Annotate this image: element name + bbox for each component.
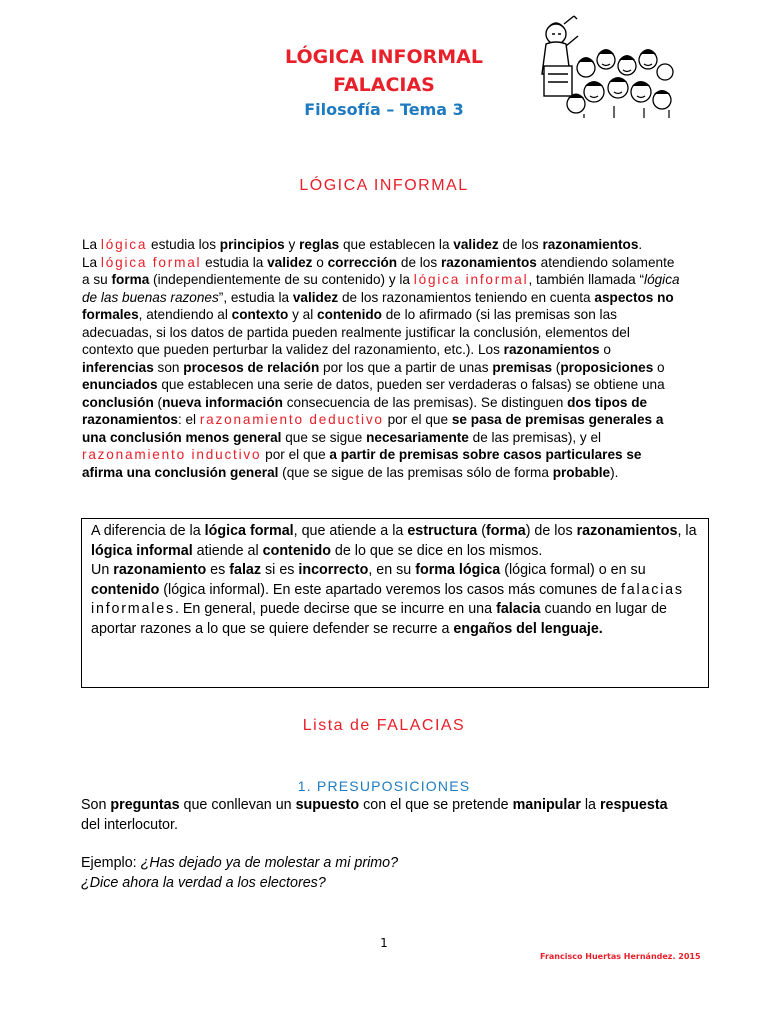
text-run: lógica informal — [91, 542, 193, 559]
text-run: que establecen la — [339, 237, 454, 252]
text-run: ”, estudia la — [218, 289, 293, 305]
text-run: razonamiento deductivo — [199, 412, 384, 427]
text-run: de los — [397, 254, 441, 270]
text-run: lógica — [100, 237, 148, 252]
text-run: razonamientos — [542, 237, 639, 252]
example-paragraph — [81, 854, 681, 893]
text-run: razonamiento — [113, 562, 207, 578]
text-run: que conllevan un — [179, 797, 296, 813]
text-run: , en su — [368, 562, 416, 578]
text-run: (que se sigue de las premisas sólo de forma — [278, 464, 553, 480]
text-run: contenido — [91, 581, 160, 598]
text-run: (lógica formal) o en su — [500, 562, 646, 578]
text-run: , también llamada “ — [528, 272, 645, 287]
text-run: A diferencia de la — [91, 523, 205, 539]
document-title: LÓGICA INFORMAL — [285, 46, 483, 68]
text-run: contenido — [262, 542, 331, 559]
text-run: respuesta — [599, 797, 668, 813]
text-run: La — [82, 237, 101, 252]
text-run: atendiendo solamente a su — [82, 254, 675, 287]
text-run: forma lógica — [415, 562, 501, 578]
crowd-cartoon-illustration — [524, 14, 674, 118]
text-run: , que atiende a la — [293, 523, 408, 539]
text-run: falaz — [229, 562, 262, 578]
text-run: razonamientos — [503, 342, 600, 357]
text-run: estudia la — [201, 254, 268, 270]
text-run: , atendiendo al — [138, 307, 232, 322]
text-run: atiende al — [192, 542, 263, 559]
text-run: ( — [153, 394, 163, 410]
text-run: del interlocutor. — [81, 816, 178, 833]
text-run: procesos de relación — [183, 359, 320, 375]
text-run: que establecen una serie de datos, pueden ser verdaderas o falsas) se obtiene una — [157, 377, 665, 392]
text-run: validez — [453, 237, 499, 252]
text-run: lógica informal — [413, 272, 529, 287]
text-run: son — [153, 359, 184, 375]
definition-paragraph — [81, 796, 681, 835]
text-run: o — [599, 342, 611, 357]
text-run: Son — [81, 797, 111, 813]
text-run: (independientemente de su contenido) y la — [149, 272, 414, 287]
text-run: de lo afirmado (si las premisas son las adecuadas, si los datos de partida pueden realmente justificar la conclusión, elementos del contexto que pueden perturbar la validez del razonamiento, etc.). Los — [82, 307, 630, 357]
text-run: Ejemplo: — [81, 855, 141, 871]
text-run: que se sigue — [281, 429, 367, 445]
text-run: falacia — [496, 601, 541, 617]
text-run: falacias informales — [91, 581, 684, 617]
text-run: manipular — [512, 797, 581, 813]
section-heading-lista-falacias: Lista de FALACIAS — [302, 717, 466, 734]
text-run: o — [653, 359, 665, 375]
text-run: razonamiento inductivo — [82, 447, 262, 462]
text-run: estructura — [407, 523, 478, 539]
text-run: (lógica informal). En este apartado veremos los casos más comunes de — [159, 581, 621, 598]
text-run: La — [82, 254, 101, 270]
section-heading-logica-informal: LÓGICA INFORMAL — [299, 177, 469, 194]
text-run: corrección — [327, 254, 398, 270]
text-run: aspectos no formales — [82, 289, 674, 322]
text-run: y — [284, 237, 300, 252]
text-run: ). — [610, 464, 619, 480]
text-run: por el que — [261, 447, 330, 462]
text-run: principios — [219, 237, 285, 252]
text-run: reglas — [299, 237, 340, 252]
text-run: estudia los — [147, 237, 220, 252]
text-run: lógica formal — [100, 254, 202, 270]
text-run: por el que — [383, 412, 452, 427]
footer-author: Francisco Huertas Hernández. 2015 — [540, 952, 701, 961]
text-run: es — [206, 562, 230, 578]
text-run: con el que se pretende — [359, 797, 513, 813]
text-run: por los que a partir de unas — [319, 359, 493, 375]
text-run: de los razonamientos teniendo en cuenta — [338, 289, 595, 305]
text-run: contenido — [317, 307, 382, 322]
text-run: a partir de premisas sobre casos particulares se afirma una conclusión general — [82, 447, 642, 480]
text-run: si es — [261, 562, 299, 578]
text-run: de lo que se dice en los mismos. — [330, 542, 543, 559]
text-run: cuando en lugar de aportar razones a lo que se quiere defender se recurre a — [91, 601, 667, 637]
text-run: forma — [485, 523, 526, 539]
text-run: la — [580, 797, 600, 813]
text-run: proposiciones — [560, 359, 654, 375]
text-run: razonamientos — [576, 523, 678, 539]
text-run: incorrecto — [298, 562, 369, 578]
text-run: ( — [477, 523, 486, 539]
highlight-box — [81, 518, 709, 688]
text-run: lógica de las buenas razones — [82, 272, 680, 305]
text-run: nueva información — [162, 394, 283, 410]
text-run: ) de los — [525, 523, 577, 539]
text-run: enunciados — [82, 377, 158, 392]
text-run: . — [638, 237, 643, 252]
text-run: ¿Has dejado ya de molestar a mi primo? — [140, 855, 399, 871]
text-run: contexto — [231, 307, 289, 322]
text-run: conclusión — [82, 394, 154, 410]
text-run: supuesto — [295, 797, 360, 813]
text-run: inferencias — [82, 359, 154, 375]
text-run: ( — [552, 359, 561, 375]
text-run: . En general, puede decirse que se incurre en una — [174, 601, 497, 617]
text-run: y al — [288, 307, 318, 322]
text-run: preguntas — [110, 797, 180, 813]
text-run: dos tipos de razonamientos — [82, 394, 648, 427]
text-run: consecuencia de las premisas). Se distinguen — [282, 394, 568, 410]
text-run: razonamientos — [440, 254, 537, 270]
text-run: forma — [111, 272, 150, 287]
text-run: premisas — [492, 359, 553, 375]
text-run: : el — [177, 412, 200, 427]
text-run: o — [312, 254, 328, 270]
document-subtitle: Filosofía – Tema 3 — [304, 100, 464, 119]
subheading-presuposiciones: 1. PRESUPOSICIONES — [297, 778, 471, 794]
page-number: 1 — [380, 936, 388, 950]
text-run: Un — [91, 562, 114, 578]
text-run: ¿Dice ahora la verdad a los electores? — [81, 874, 326, 891]
text-run: de las premisas), y el — [468, 429, 602, 445]
text-run: probable — [552, 464, 611, 480]
text-run: validez — [267, 254, 313, 270]
document-title-line2: FALACIAS — [333, 74, 435, 96]
text-run: validez — [292, 289, 339, 305]
text-run: necesariamente — [366, 429, 469, 445]
text-run: engaños del lenguaje. — [453, 620, 603, 637]
text-run: de los — [498, 237, 543, 252]
intro-paragraph — [82, 236, 682, 481]
text-run: se pasa de premisas generales a una conclusión menos general — [82, 412, 664, 445]
text-run: lógica formal — [204, 523, 294, 539]
text-run: , la — [677, 523, 697, 539]
